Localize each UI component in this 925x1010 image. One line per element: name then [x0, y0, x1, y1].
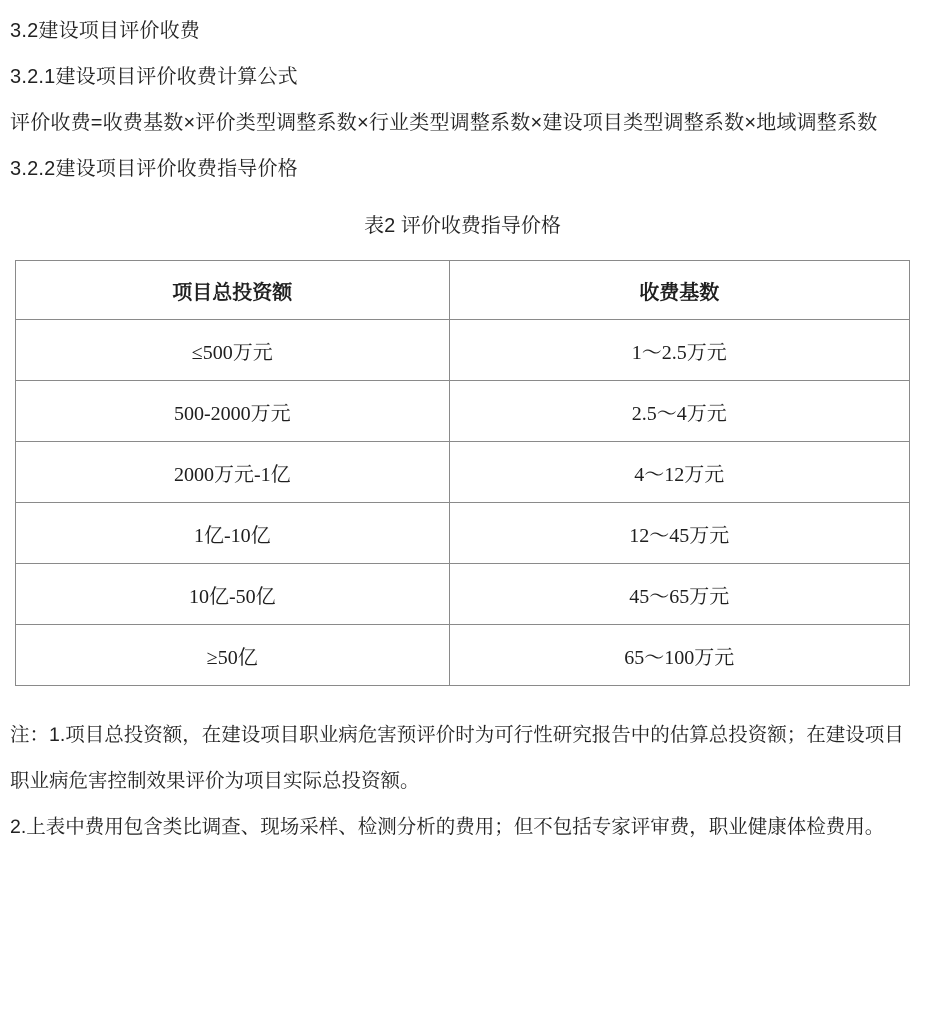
note-1: 注：1.项目总投资额，在建设项目职业病危害预评价时为可行性研究报告中的估算总投资额；在建设项目职业病危害控制效果评价为项目实际总投资额。 [10, 724, 904, 792]
table-row [16, 564, 910, 625]
cell-investment: ≤500万元 [16, 320, 450, 381]
table-row [16, 381, 910, 442]
fee-guidance-table [15, 260, 910, 686]
table-header-row [16, 261, 910, 320]
table-row [16, 625, 910, 686]
cell-fee: 4～12万元 [449, 442, 909, 503]
cell-fee: 12～45万元 [449, 503, 909, 564]
table-notes [10, 712, 915, 850]
cell-investment: 1亿-10亿 [16, 503, 450, 564]
section-heading-3-2-2: 3.2.2建设项目评价收费指导价格 [10, 158, 298, 180]
table-row [16, 442, 910, 503]
section-heading-3-2: 3.2建设项目评价收费 [10, 20, 201, 42]
cell-fee: 65～100万元 [449, 625, 909, 686]
column-header-fee-base: 收费基数 [449, 261, 909, 320]
cell-investment: 10亿-50亿 [16, 564, 450, 625]
note-2: 2.上表中费用包含类比调查、现场采样、检测分析的费用；但不包括专家评审费，职业健康体检费用。 [10, 816, 885, 838]
fee-formula: 评价收费=收费基数×评价类型调整系数×行业类型调整系数×建设项目类型调整系数×地域调整系数 [10, 112, 878, 134]
cell-investment: ≥50亿 [16, 625, 450, 686]
table-row [16, 320, 910, 381]
section-heading-3-2-1: 3.2.1建设项目评价收费计算公式 [10, 66, 298, 88]
cell-investment: 500-2000万元 [16, 381, 450, 442]
cell-investment: 2000万元-1亿 [16, 442, 450, 503]
cell-fee: 45～65万元 [449, 564, 909, 625]
table-caption: 表2 评价收费指导价格 [364, 215, 561, 237]
column-header-total-investment: 项目总投资额 [16, 261, 450, 320]
cell-fee: 1～2.5万元 [449, 320, 909, 381]
cell-fee: 2.5～4万元 [449, 381, 909, 442]
table-row [16, 503, 910, 564]
